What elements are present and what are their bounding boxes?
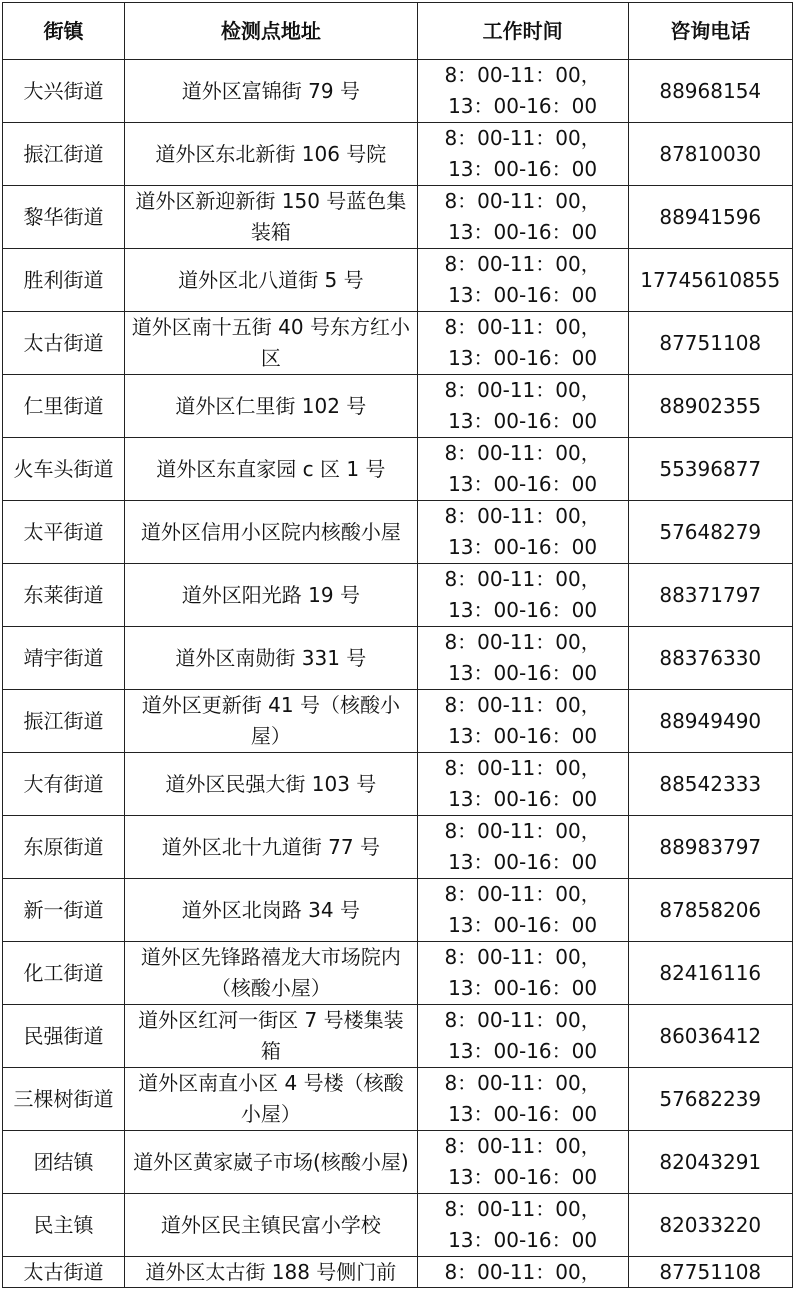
hours-cell xyxy=(417,753,628,816)
hours-morning: 8：00-11：00， xyxy=(444,819,601,843)
hours-afternoon: 13：00-16：00 xyxy=(448,472,598,496)
phone-cell: 82416116 xyxy=(628,942,792,1005)
table-row xyxy=(3,438,793,501)
address-cell: 道外区东直家园 c 区 1 号 xyxy=(125,438,418,501)
hours-morning: 8：00-11：00， xyxy=(444,693,601,717)
hours-cell xyxy=(417,564,628,627)
address-cell: 道外区仁里街 102 号 xyxy=(125,375,418,438)
hours-cell xyxy=(417,942,628,1005)
hours-morning: 8：00-11：00， xyxy=(444,1008,601,1032)
table-header xyxy=(3,3,793,60)
street-cell: 民主镇 xyxy=(3,1194,125,1257)
hours-cell xyxy=(417,1068,628,1131)
hours-afternoon: 13：00-16：00 xyxy=(448,1228,598,1252)
address-cell: 道外区民强大街 103 号 xyxy=(125,753,418,816)
hours-afternoon: 13：00-16：00 xyxy=(448,850,598,874)
table-row xyxy=(3,690,793,753)
hours-afternoon: 13：00-16：00 xyxy=(448,1165,598,1189)
hours-morning: 8：00-11：00， xyxy=(444,315,601,339)
table-row xyxy=(3,186,793,249)
hours-cell xyxy=(417,501,628,564)
phone-cell: 88968154 xyxy=(628,60,792,123)
header-row xyxy=(3,3,793,60)
hours-afternoon: 13：00-16：00 xyxy=(448,1039,598,1063)
table-row xyxy=(3,942,793,1005)
table-row xyxy=(3,1257,793,1288)
phone-cell: 57682239 xyxy=(628,1068,792,1131)
hours-cell xyxy=(417,249,628,312)
table-row xyxy=(3,627,793,690)
hours-morning: 8：00-11：00， xyxy=(444,1071,601,1095)
hours-morning: 8：00-11：00， xyxy=(444,1197,601,1221)
table-row xyxy=(3,60,793,123)
header-phone: 咨询电话 xyxy=(628,3,792,60)
hours-cell xyxy=(417,375,628,438)
table-row xyxy=(3,123,793,186)
street-cell: 火车头街道 xyxy=(3,438,125,501)
phone-cell: 88371797 xyxy=(628,564,792,627)
table-row xyxy=(3,564,793,627)
phone-cell: 88376330 xyxy=(628,627,792,690)
phone-cell: 88542333 xyxy=(628,753,792,816)
phone-cell: 87751108 xyxy=(628,1257,792,1288)
header-address: 检测点地址 xyxy=(125,3,418,60)
hours-afternoon: 13：00-16：00 xyxy=(448,346,598,370)
hours-cell xyxy=(417,1131,628,1194)
phone-cell: 86036412 xyxy=(628,1005,792,1068)
phone-cell: 88983797 xyxy=(628,816,792,879)
address-cell: 道外区信用小区院内核酸小屋 xyxy=(125,501,418,564)
hours-cell xyxy=(417,123,628,186)
hours-afternoon: 13：00-16：00 xyxy=(448,94,598,118)
address-cell: 道外区北岗路 34 号 xyxy=(125,879,418,942)
address-cell: 道外区阳光路 19 号 xyxy=(125,564,418,627)
hours-afternoon: 13：00-16：00 xyxy=(448,724,598,748)
hours-afternoon: 13：00-16：00 xyxy=(448,157,598,181)
street-cell: 大兴街道 xyxy=(3,60,125,123)
hours-morning: 8：00-11：00， xyxy=(444,189,601,213)
address-cell: 道外区北十九道街 77 号 xyxy=(125,816,418,879)
street-cell: 仁里街道 xyxy=(3,375,125,438)
table-row xyxy=(3,1194,793,1257)
street-cell: 振江街道 xyxy=(3,123,125,186)
address-cell: 道外区南直小区 4 号楼（核酸小屋） xyxy=(125,1068,418,1131)
hours-afternoon: 13：00-16：00 xyxy=(448,220,598,244)
hours-afternoon: 13：00-16：00 xyxy=(448,913,598,937)
address-cell: 道外区北八道街 5 号 xyxy=(125,249,418,312)
hours-morning: 8：00-11：00， xyxy=(444,1260,601,1284)
address-cell: 道外区黄家崴子市场(核酸小屋) xyxy=(125,1131,418,1194)
hours-afternoon: 13：00-16：00 xyxy=(448,976,598,1000)
phone-cell: 57648279 xyxy=(628,501,792,564)
address-cell: 道外区太古街 188 号侧门前 xyxy=(125,1257,418,1288)
hours-cell xyxy=(417,1194,628,1257)
table-row xyxy=(3,1005,793,1068)
table-row xyxy=(3,1068,793,1131)
street-cell: 东原街道 xyxy=(3,816,125,879)
phone-cell: 82033220 xyxy=(628,1194,792,1257)
address-cell: 道外区南十五街 40 号东方红小区 xyxy=(125,312,418,375)
phone-cell: 88902355 xyxy=(628,375,792,438)
hours-cell xyxy=(417,186,628,249)
hours-morning: 8：00-11：00， xyxy=(444,504,601,528)
hours-morning: 8：00-11：00， xyxy=(444,378,601,402)
hours-cell xyxy=(417,438,628,501)
street-cell: 新一街道 xyxy=(3,879,125,942)
hours-cell xyxy=(417,627,628,690)
hours-morning: 8：00-11：00， xyxy=(444,630,601,654)
address-cell: 道外区东北新街 106 号院 xyxy=(125,123,418,186)
phone-cell: 87858206 xyxy=(628,879,792,942)
hours-afternoon: 13：00-16：00 xyxy=(448,283,598,307)
street-cell: 大有街道 xyxy=(3,753,125,816)
hours-cell xyxy=(417,816,628,879)
street-cell: 太古街道 xyxy=(3,312,125,375)
hours-morning: 8：00-11：00， xyxy=(444,567,601,591)
street-cell: 东莱街道 xyxy=(3,564,125,627)
hours-afternoon: 13：00-16：00 xyxy=(448,661,598,685)
hours-cell xyxy=(417,690,628,753)
hours-afternoon: 13：00-16：00 xyxy=(448,1102,598,1126)
phone-cell: 17745610855 xyxy=(628,249,792,312)
street-cell: 振江街道 xyxy=(3,690,125,753)
street-cell: 靖宇街道 xyxy=(3,627,125,690)
phone-cell: 88941596 xyxy=(628,186,792,249)
hours-morning: 8：00-11：00， xyxy=(444,945,601,969)
table-row xyxy=(3,753,793,816)
street-cell: 三棵树街道 xyxy=(3,1068,125,1131)
street-cell: 太平街道 xyxy=(3,501,125,564)
street-cell: 民强街道 xyxy=(3,1005,125,1068)
hours-morning: 8：00-11：00， xyxy=(444,882,601,906)
table-row xyxy=(3,501,793,564)
hours-cell xyxy=(417,60,628,123)
table-row xyxy=(3,249,793,312)
phone-cell: 55396877 xyxy=(628,438,792,501)
street-cell: 太古街道 xyxy=(3,1257,125,1288)
street-cell: 化工街道 xyxy=(3,942,125,1005)
hours-afternoon: 13：00-16：00 xyxy=(448,787,598,811)
phone-cell: 87751108 xyxy=(628,312,792,375)
table-row xyxy=(3,816,793,879)
table-body xyxy=(3,60,793,1288)
address-cell: 道外区更新街 41 号（核酸小屋） xyxy=(125,690,418,753)
hours-cell xyxy=(417,879,628,942)
header-street: 街镇 xyxy=(3,3,125,60)
hours-morning: 8：00-11：00， xyxy=(444,63,601,87)
phone-cell: 88949490 xyxy=(628,690,792,753)
phone-cell: 87810030 xyxy=(628,123,792,186)
street-cell: 胜利街道 xyxy=(3,249,125,312)
table-row xyxy=(3,312,793,375)
phone-cell: 82043291 xyxy=(628,1131,792,1194)
address-cell: 道外区富锦街 79 号 xyxy=(125,60,418,123)
header-hours: 工作时间 xyxy=(417,3,628,60)
hours-morning: 8：00-11：00， xyxy=(444,126,601,150)
testing-site-table xyxy=(2,2,793,1288)
hours-afternoon: 13：00-16：00 xyxy=(448,535,598,559)
hours-afternoon: 13：00-16：00 xyxy=(448,409,598,433)
hours-cell xyxy=(417,312,628,375)
table-row xyxy=(3,1131,793,1194)
address-cell: 道外区红河一街区 7 号楼集装箱 xyxy=(125,1005,418,1068)
hours-cell xyxy=(417,1005,628,1068)
address-cell: 道外区先锋路禧龙大市场院内（核酸小屋） xyxy=(125,942,418,1005)
table-row xyxy=(3,879,793,942)
hours-morning: 8：00-11：00， xyxy=(444,1134,601,1158)
table-row xyxy=(3,375,793,438)
hours-morning: 8：00-11：00， xyxy=(444,441,601,465)
hours-cell xyxy=(417,1257,628,1288)
street-cell: 黎华街道 xyxy=(3,186,125,249)
address-cell: 道外区民主镇民富小学校 xyxy=(125,1194,418,1257)
hours-morning: 8：00-11：00， xyxy=(444,252,601,276)
address-cell: 道外区新迎新街 150 号蓝色集装箱 xyxy=(125,186,418,249)
street-cell: 团结镇 xyxy=(3,1131,125,1194)
hours-morning: 8：00-11：00， xyxy=(444,756,601,780)
hours-afternoon: 13：00-16：00 xyxy=(448,598,598,622)
address-cell: 道外区南勋街 331 号 xyxy=(125,627,418,690)
